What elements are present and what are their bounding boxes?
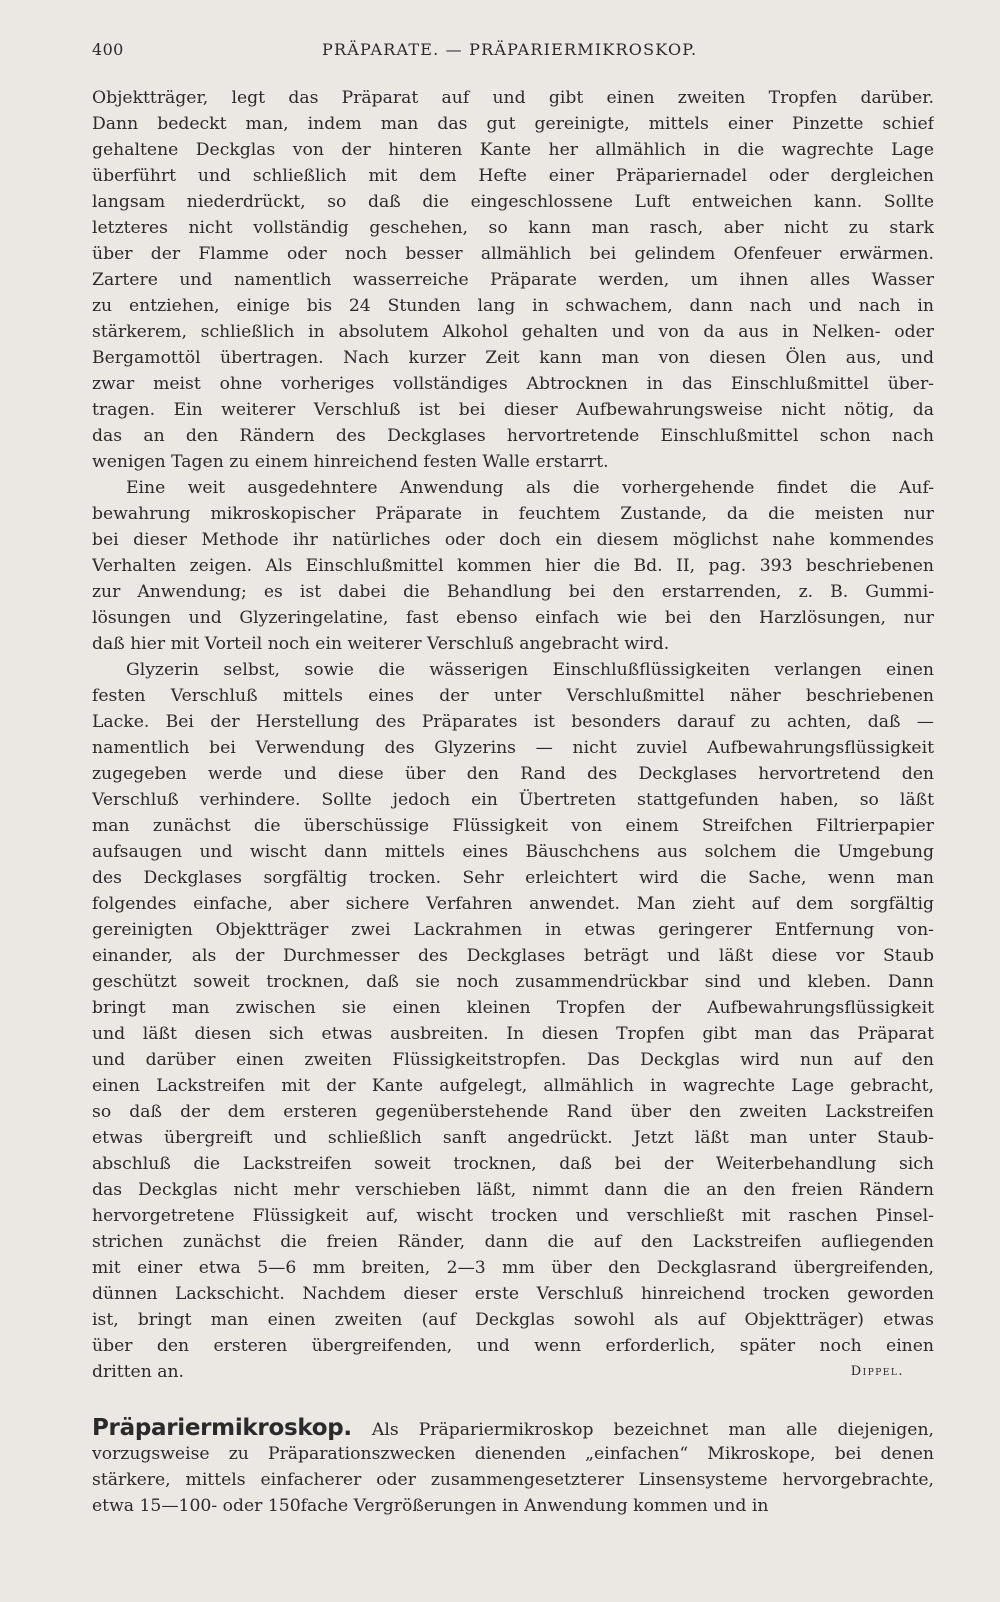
line-text: wenigen Tagen zu einem hinreichend festen Walle erstarrt.: [92, 452, 609, 472]
line-text: und läßt diesen sich etwas ausbreiten. In diesen Tropfen gibt man das Präparat: [92, 1024, 934, 1044]
text-line: [92, 1073, 934, 1099]
text-line: [92, 293, 934, 319]
text-line: [92, 163, 934, 189]
line-text: strichen zunächst die freien Ränder, dann die auf den Lackstreifen aufliegenden: [92, 1232, 934, 1252]
line-text: daß hier mit Vorteil noch ein weiterer Verschluß angebracht wird.: [92, 634, 670, 654]
line-text: namentlich bei Verwendung des Glyzerins — nicht zuviel Aufbewahrungsflüssigkeit: [92, 738, 934, 758]
text-line: [92, 657, 934, 683]
text-line: [92, 735, 934, 761]
line-text: festen Verschluß mittels eines der unter Verschlußmittel näher beschriebenen: [92, 686, 934, 706]
line-text: das an den Rändern des Deckglases hervortretende Einschlußmittel schon nach: [92, 426, 934, 446]
text-line: [92, 423, 934, 449]
text-line: [92, 761, 934, 787]
line-text: Glyzerin selbst, sowie die wässerigen Einschlußflüssigkeiten verlangen einen: [126, 660, 934, 680]
text-line: [92, 995, 934, 1021]
paragraph: [92, 85, 934, 475]
line-text: Verhalten zeigen. Als Einschlußmittel kommen hier die Bd. II, pag. 393 beschriebenen: [92, 556, 934, 576]
text-line: [92, 1359, 934, 1385]
line-text: Verschluß verhindere. Sollte jedoch ein Übertreten stattgefunden haben, so läßt: [92, 790, 934, 810]
line-text: bei dieser Methode ihr natürliches oder doch ein diesem möglichst nahe kommendes: [92, 530, 934, 550]
text-line: [92, 943, 934, 969]
line-text: lösungen und Glyzeringelatine, fast ebenso einfach wie bei den Harzlösungen, nur: [92, 608, 934, 628]
line-text: stärkerem, schließlich in absolutem Alkohol gehalten und von da aus in Nelken- oder: [92, 322, 934, 342]
line-text: stärkere, mittels einfacherer oder zusammengesetzterer Linsensysteme hervorgebrachte,: [92, 1470, 934, 1490]
running-title: PRÄPARATE. — PRÄPARIERMIKROSKOP.: [322, 40, 698, 59]
text-line: [92, 1099, 934, 1125]
text-line: [92, 475, 934, 501]
line-text: dünnen Lackschicht. Nachdem dieser erste Verschluß hinreichend trocken geworden: [92, 1284, 934, 1304]
text-line: [92, 1203, 934, 1229]
text-line: [92, 813, 934, 839]
text-line: [92, 1047, 934, 1073]
line-text: des Deckglases sorgfältig trocken. Sehr erleichtert wird die Sache, wenn man: [92, 868, 934, 888]
text-line: [92, 137, 934, 163]
line-text: tragen. Ein weiterer Verschluß ist bei dieser Aufbewahrungsweise nicht nötig, da: [92, 400, 934, 420]
line-text: Objektträger, legt das Präparat auf und gibt einen zweiten Tropfen darüber.: [92, 88, 934, 108]
text-line: [92, 1493, 934, 1519]
text-line: [92, 1255, 934, 1281]
text-line: [92, 241, 934, 267]
text-line: [92, 449, 934, 475]
text-line: [92, 969, 934, 995]
text-line: [92, 605, 934, 631]
paragraph: [92, 657, 934, 1385]
text-line: [92, 85, 934, 111]
text-line: [92, 527, 934, 553]
text-line: [92, 1441, 934, 1467]
line-text: und darüber einen zweiten Flüssigkeitstropfen. Das Deckglas wird nun auf den: [92, 1050, 934, 1070]
line-text: gehaltene Deckglas von der hinteren Kante her allmählich in die wagrechte Lage: [92, 140, 934, 160]
line-text: hervorgetretene Flüssigkeit auf, wischt trocken und verschließt mit raschen Pinsel-: [92, 1206, 934, 1226]
line-text: Zartere und namentlich wasserreiche Präparate werden, um ihnen alles Wasser: [92, 270, 934, 290]
text-line: [92, 631, 934, 657]
line-text: mit einer etwa 5—6 mm breiten, 2—3 mm über den Deckglasrand übergreifenden,: [92, 1258, 934, 1278]
line-text: bewahrung mikroskopischer Präparate in feuchtem Zustande, da die meisten nur: [92, 504, 934, 524]
text-line: [92, 917, 934, 943]
text-line: [92, 1281, 934, 1307]
author-signature: Dippel.: [850, 1364, 904, 1379]
line-text: gereinigten Objektträger zwei Lackrahmen in etwas geringerer Entfernung von-: [92, 920, 934, 940]
text-line: [92, 1467, 934, 1493]
text-line: [92, 1333, 934, 1359]
paragraph: [92, 475, 934, 657]
line-text: so daß der dem ersteren gegenüberstehende Rand über den zweiten Lackstreifen: [92, 1102, 934, 1122]
text-line: [92, 579, 934, 605]
line-text: Eine weit ausgedehntere Anwendung als die vorhergehende findet die Auf-: [126, 478, 934, 498]
line-text: folgendes einfache, aber sichere Verfahren anwendet. Man zieht auf dem sorgfältig: [92, 894, 934, 914]
text-line: [92, 1307, 934, 1333]
text-line: [92, 1229, 934, 1255]
line-text: über der Flamme oder noch besser allmählich bei gelindem Ofenfeuer erwärmen.: [92, 244, 934, 264]
page-number: 400: [92, 40, 124, 59]
text-line: [92, 1151, 934, 1177]
text-line: [92, 1125, 934, 1151]
line-text: bringt man zwischen sie einen kleinen Tropfen der Aufbewahrungsflüssigkeit: [92, 998, 934, 1018]
line-text: letzteres nicht vollständig geschehen, so kann man rasch, aber nicht zu stark: [92, 218, 934, 238]
line-text: Als Präpariermikroskop bezeichnet man alle diejenigen,: [371, 1420, 934, 1440]
text-line: [92, 111, 934, 137]
text-line: [92, 267, 934, 293]
line-text: abschluß die Lackstreifen soweit trocknen, daß bei der Weiterbehandlung sich: [92, 1154, 934, 1174]
line-text: etwa 15—100- oder 150fache Vergrößerungen in Anwendung kommen und in: [92, 1496, 769, 1516]
line-text: das Deckglas nicht mehr verschieben läßt, nimmt dann die an den freien Rändern: [92, 1180, 934, 1200]
line-text: langsam niederdrückt, so daß die eingeschlossene Luft entweichen kann. Sollte: [92, 192, 934, 212]
line-text: Bergamottöl übertragen. Nach kurzer Zeit kann man von diesen Ölen aus, und: [92, 348, 934, 368]
text-line: [92, 683, 934, 709]
line-text: überführt und schließlich mit dem Hefte einer Präpariernadel oder dergleichen: [92, 166, 934, 186]
line-text: zur Anwendung; es ist dabei die Behandlung bei den erstarrenden, z. B. Gummi-: [92, 582, 934, 602]
line-text: Lacke. Bei der Herstellung des Präparates ist besonders darauf zu achten, daß —: [92, 712, 934, 732]
line-text: ist, bringt man einen zweiten (auf Deckglas sowohl als auf Objektträger) etwas: [92, 1310, 934, 1330]
line-text: zugegeben werde und diese über den Rand des Deckglases hervortretend den: [92, 764, 934, 784]
text-line: [92, 319, 934, 345]
line-text: zu entziehen, einige bis 24 Stunden lang in schwachem, dann nach und nach in: [92, 296, 934, 316]
text-line: [92, 345, 934, 371]
text-line: [92, 371, 934, 397]
line-text: dritten an.: [92, 1362, 185, 1382]
line-text: einander, als der Durchmesser des Deckglases beträgt und läßt diese vor Staub: [92, 946, 934, 966]
text-line: [92, 397, 934, 423]
text-line: [92, 189, 934, 215]
line-text: man zunächst die überschüssige Flüssigkeit von einem Streifchen Filtrierpapier: [92, 816, 934, 836]
next-entry: [92, 1415, 934, 1519]
text-line: [92, 787, 934, 813]
text-line: [92, 709, 934, 735]
text-line: [92, 839, 934, 865]
line-text: zwar meist ohne vorheriges vollständiges Abtrocknen in das Einschlußmittel über-: [92, 374, 934, 394]
line-text: geschützt soweit trocknen, daß sie noch zusammendrückbar sind und kleben. Dann: [92, 972, 934, 992]
line-text: aufsaugen und wischt dann mittels eines Bäuschchens aus solchem die Umgebung: [92, 842, 934, 862]
text-line: [92, 1177, 934, 1203]
line-text: über den ersteren übergreifenden, und wenn erforderlich, später noch einen: [92, 1336, 934, 1356]
text-line: [92, 553, 934, 579]
text-line: [92, 501, 934, 527]
text-line: [92, 1415, 934, 1441]
text-line: [92, 891, 934, 917]
line-text: Dann bedeckt man, indem man das gut gereinigte, mittels einer Pinzette schief: [92, 114, 934, 134]
line-text: einen Lackstreifen mit der Kante aufgelegt, allmählich in wagrechte Lage gebracht,: [92, 1076, 934, 1096]
line-text: etwas übergreift und schließlich sanft angedrückt. Jetzt läßt man unter Staub-: [92, 1128, 934, 1148]
text-line: [92, 215, 934, 241]
text-line: [92, 865, 934, 891]
article-body: [92, 85, 934, 1519]
entry-headword: Präpariermikroskop.: [92, 1415, 352, 1441]
line-text: vorzugsweise zu Präparationszwecken dienenden „einfachen“ Mikroskope, bei denen: [92, 1444, 934, 1464]
text-line: [92, 1021, 934, 1047]
